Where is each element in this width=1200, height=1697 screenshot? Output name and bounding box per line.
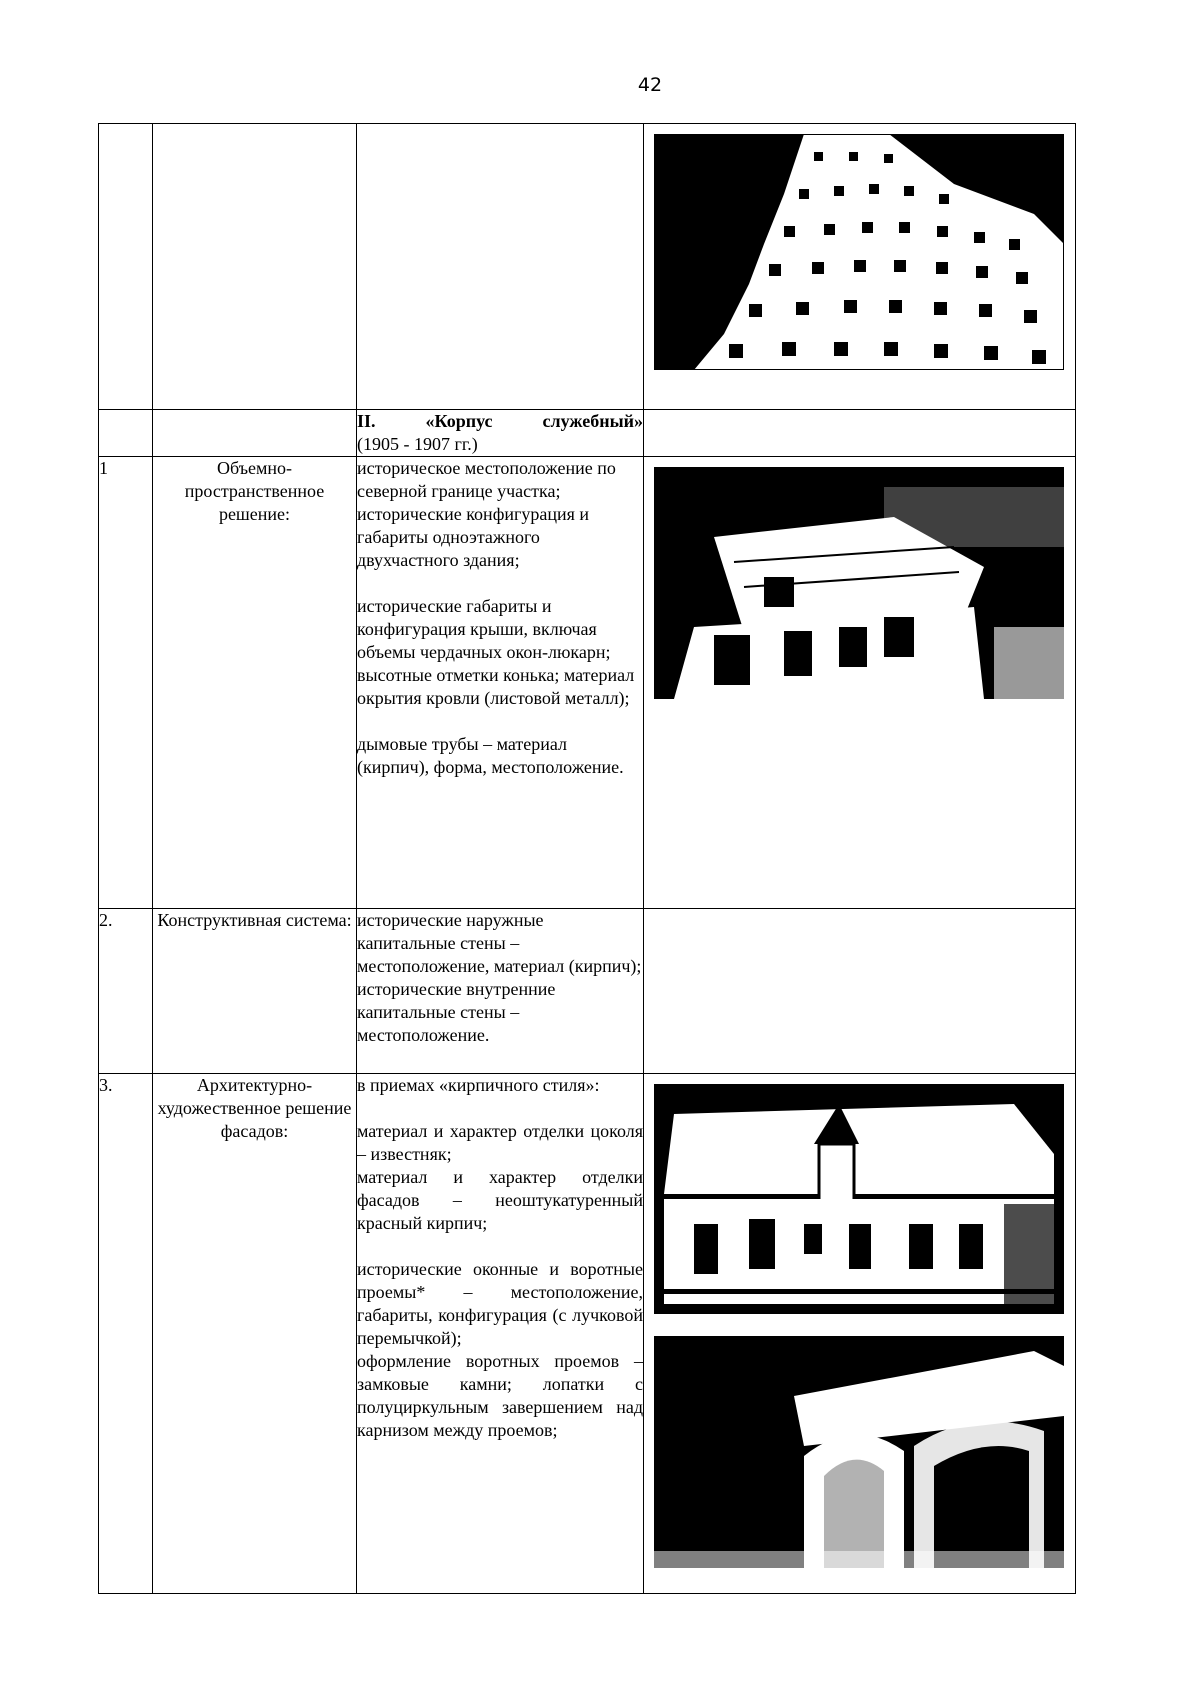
row-description: исторические наружные капитальные стены – местоположение, материал (кирпич); исторические внутренние капитальные стены – местоположение. <box>357 909 644 1074</box>
section-title-cell <box>357 410 644 457</box>
protection-subjects-table <box>98 123 1076 1594</box>
row-number: 2. <box>99 909 153 1074</box>
section-dates: (1905 - 1907 гг.) <box>357 434 478 454</box>
photo-cell <box>644 457 1076 909</box>
name-cell <box>153 124 357 410</box>
section-header-row <box>99 410 1076 457</box>
row-number: 1 <box>99 457 153 909</box>
row-title: Объемно-пространственное решение: <box>153 457 357 909</box>
floor-tile-photo <box>654 134 1064 370</box>
num-cell <box>99 124 153 410</box>
photo-cell <box>644 909 1076 1074</box>
gate-photo <box>654 1336 1064 1568</box>
photo-cell <box>644 124 1076 410</box>
service-building-roof-photo <box>654 467 1064 699</box>
row-title: Конструктивная система: <box>153 909 357 1074</box>
table-row <box>99 909 1076 1074</box>
row-title: Архитектурно-художественное решение фасадов: <box>153 1074 357 1594</box>
table-row <box>99 457 1076 909</box>
row-description: в приемах «кирпичного стиля»: материал и характер отделки цоколя – известняк; материал и характер отделки фасадов – неоштукатуренный красный кирпич; исторические оконные и воротные проемы* – местоположение, габариты, конфигурация (с лучковой перемычкой); оформление воротных проемов – замковые камни; лопатки с полуциркульным завершением над карнизом между проемов; <box>357 1074 644 1594</box>
row-description: историческое местоположение по северной границе участка; исторические конфигурация и габариты одноэтажного двухчастного здания; исторические габариты и конфигурация крыши, включая объемы чердачных окон-люкарн; высотные отметки конька; материал окрытия кровли (листовой металл); дымовые трубы – материал (кирпич), форма, местоположение. <box>357 457 644 909</box>
table-row <box>99 1074 1076 1594</box>
photo-cell <box>644 1074 1076 1594</box>
page-number: 42 <box>637 74 663 96</box>
section-title: II. «Корпус служебный» <box>357 411 643 431</box>
text-cell <box>357 124 644 410</box>
table-row <box>99 124 1076 410</box>
row-number: 3. <box>99 1074 153 1594</box>
facade-photo <box>654 1084 1064 1314</box>
